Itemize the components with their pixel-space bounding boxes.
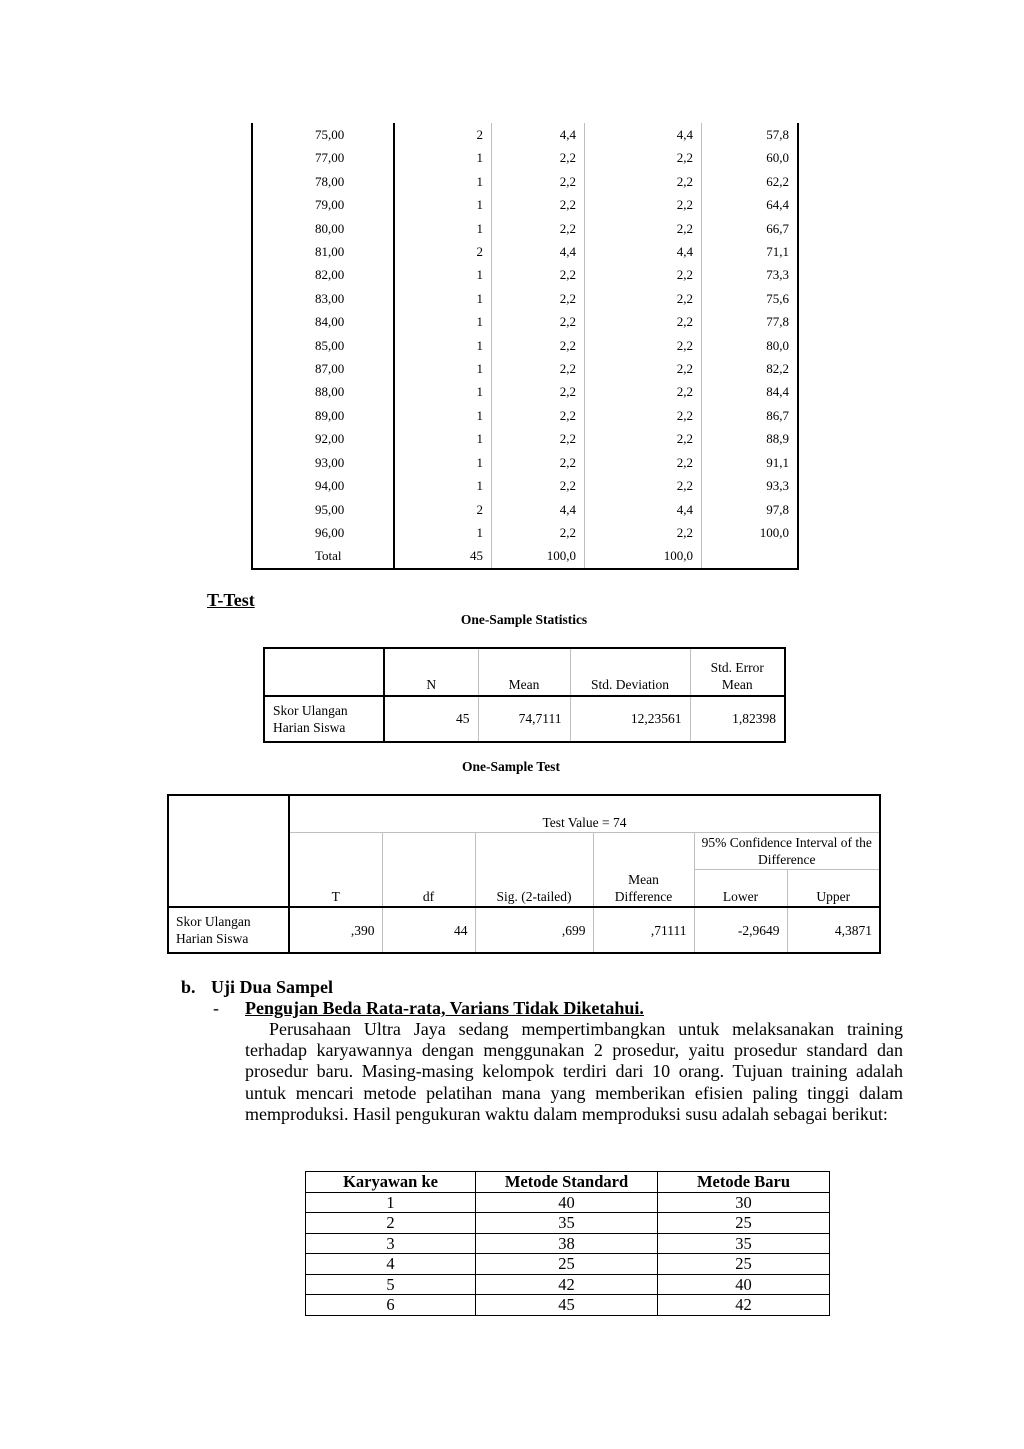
test-header-lower: Lower <box>694 870 787 908</box>
freq-row <box>252 310 798 333</box>
freq-valid-percent: 2,2 <box>585 217 702 240</box>
data-metode-standard: 35 <box>476 1213 658 1234</box>
test-value-t: ,390 <box>289 907 382 953</box>
training-data-table <box>305 1171 830 1316</box>
freq-value: 88,00 <box>307 380 394 403</box>
freq-value: 78,00 <box>307 170 394 193</box>
test-ci-header: 95% Confidence Interval of the Difference <box>694 833 880 870</box>
freq-frequency: 1 <box>394 404 492 427</box>
freq-blank-cell <box>252 404 307 427</box>
test-value-lower: -2,9649 <box>694 907 787 953</box>
freq-blank-cell <box>252 287 307 310</box>
freq-cumulative-percent: 71,1 <box>702 240 799 263</box>
stats-corner-cell <box>264 648 384 696</box>
freq-blank-cell <box>252 146 307 169</box>
freq-row <box>252 544 798 568</box>
freq-percent: 2,2 <box>492 193 585 216</box>
freq-percent: 2,2 <box>492 380 585 403</box>
freq-frequency: 2 <box>394 240 492 263</box>
freq-frequency: 2 <box>394 498 492 521</box>
freq-cumulative-percent: 84,4 <box>702 380 799 403</box>
freq-frequency: 1 <box>394 217 492 240</box>
freq-row <box>252 521 798 544</box>
freq-cumulative-percent: 80,0 <box>702 334 799 357</box>
freq-valid-percent: 2,2 <box>585 451 702 474</box>
freq-frequency: 1 <box>394 287 492 310</box>
freq-blank-cell <box>252 498 307 521</box>
frequency-table-body <box>252 123 798 569</box>
freq-cumulative-percent: 88,9 <box>702 427 799 450</box>
test-corner-cell <box>168 795 289 907</box>
freq-value: 94,00 <box>307 474 394 497</box>
data-metode-standard: 40 <box>476 1192 658 1213</box>
freq-blank-cell <box>252 380 307 403</box>
freq-frequency: 1 <box>394 170 492 193</box>
data-karyawan: 2 <box>306 1213 476 1234</box>
freq-blank-cell <box>252 474 307 497</box>
freq-row <box>252 240 798 263</box>
data-metode-standard: 25 <box>476 1254 658 1275</box>
stats-header-mean: Mean <box>478 648 570 696</box>
one-sample-statistics-table <box>263 647 786 743</box>
freq-cumulative-percent: 77,8 <box>702 310 799 333</box>
freq-percent: 2,2 <box>492 146 585 169</box>
table-row <box>306 1254 830 1275</box>
freq-valid-percent: 2,2 <box>585 263 702 286</box>
data-karyawan: 4 <box>306 1254 476 1275</box>
data-metode-baru: 35 <box>658 1233 830 1254</box>
freq-row <box>252 287 798 310</box>
freq-row <box>252 170 798 193</box>
freq-percent: 4,4 <box>492 240 585 263</box>
stats-row <box>264 696 785 742</box>
section-b-title: Uji Dua Sampel <box>211 977 334 997</box>
freq-value: 83,00 <box>307 287 394 310</box>
freq-cumulative-percent: 64,4 <box>702 193 799 216</box>
table-row <box>306 1213 830 1234</box>
freq-valid-percent: 2,2 <box>585 310 702 333</box>
freq-value: 89,00 <box>307 404 394 427</box>
data-header-metode-standard: Metode Standard <box>476 1172 658 1193</box>
freq-valid-percent: 2,2 <box>585 427 702 450</box>
freq-valid-percent: 2,2 <box>585 193 702 216</box>
freq-percent: 4,4 <box>492 123 585 146</box>
freq-frequency: 1 <box>394 451 492 474</box>
freq-percent: 2,2 <box>492 310 585 333</box>
freq-valid-percent: 4,4 <box>585 498 702 521</box>
data-header-karyawan: Karyawan ke <box>306 1172 476 1193</box>
freq-value: 87,00 <box>307 357 394 380</box>
freq-cumulative-percent <box>702 544 799 568</box>
data-metode-standard: 38 <box>476 1233 658 1254</box>
freq-valid-percent: 2,2 <box>585 170 702 193</box>
freq-cumulative-percent: 93,3 <box>702 474 799 497</box>
data-karyawan: 1 <box>306 1192 476 1213</box>
freq-value: 92,00 <box>307 427 394 450</box>
table-row <box>306 1233 830 1254</box>
freq-row <box>252 404 798 427</box>
one-sample-statistics-caption: One-Sample Statistics <box>460 612 588 627</box>
freq-frequency: 1 <box>394 146 492 169</box>
test-value-sig: ,699 <box>475 907 593 953</box>
freq-cumulative-percent: 62,2 <box>702 170 799 193</box>
freq-percent: 2,2 <box>492 404 585 427</box>
data-metode-baru: 25 <box>658 1254 830 1275</box>
freq-value: 82,00 <box>307 263 394 286</box>
freq-value: 80,00 <box>307 217 394 240</box>
freq-row <box>252 474 798 497</box>
freq-frequency: 1 <box>394 521 492 544</box>
freq-blank-cell <box>252 170 307 193</box>
freq-value: Total <box>307 544 394 568</box>
freq-frequency: 1 <box>394 357 492 380</box>
freq-blank-cell <box>252 334 307 357</box>
section-b-paragraph: Perusahaan Ultra Jaya sedang mempertimbangkan untuk melaksanakan training terhadap karyawannya dengan menggunakan 2 prosedur, yaitu prosedur standard dan prosedur baru. Masing-masing kelompok terdiri dari 10 orang. Tujuan training adalah untuk mencari metode pelatihan mana yang memberikan efisien paling tinggi dalam memproduksi. Hasil pengukuran waktu dalam memproduksi susu adalah sebagai berikut: <box>245 1019 903 1124</box>
freq-value: 84,00 <box>307 310 394 333</box>
freq-valid-percent: 4,4 <box>585 240 702 263</box>
freq-value: 96,00 <box>307 521 394 544</box>
data-karyawan: 5 <box>306 1274 476 1295</box>
freq-value: 85,00 <box>307 334 394 357</box>
test-row-label: Skor Ulangan Harian Siswa <box>168 907 289 953</box>
freq-percent: 2,2 <box>492 474 585 497</box>
freq-valid-percent: 2,2 <box>585 357 702 380</box>
test-header-sig: Sig. (2-tailed) <box>475 833 593 908</box>
stats-header-std-deviation: Std. Deviation <box>570 648 690 696</box>
freq-blank-cell <box>252 240 307 263</box>
stats-value-mean: 74,7111 <box>478 696 570 742</box>
freq-percent: 2,2 <box>492 263 585 286</box>
data-header-metode-baru: Metode Baru <box>658 1172 830 1193</box>
test-value-header: Test Value = 74 <box>289 795 880 833</box>
freq-blank-cell <box>252 357 307 380</box>
list-dash: - <box>213 998 219 1018</box>
one-sample-test-caption: One-Sample Test <box>462 759 560 774</box>
stats-header-std-error-mean: Std. Error Mean <box>690 648 785 696</box>
freq-valid-percent: 2,2 <box>585 521 702 544</box>
test-header-upper: Upper <box>787 870 880 908</box>
freq-cumulative-percent: 86,7 <box>702 404 799 427</box>
freq-percent: 2,2 <box>492 357 585 380</box>
freq-blank-cell <box>252 217 307 240</box>
freq-frequency: 45 <box>394 544 492 568</box>
freq-blank-cell <box>252 263 307 286</box>
freq-row <box>252 217 798 240</box>
freq-valid-percent: 100,0 <box>585 544 702 568</box>
table-row <box>306 1274 830 1295</box>
data-metode-standard: 45 <box>476 1295 658 1316</box>
test-header-df: df <box>382 833 475 908</box>
freq-value: 75,00 <box>307 123 394 146</box>
freq-cumulative-percent: 97,8 <box>702 498 799 521</box>
data-metode-baru: 42 <box>658 1295 830 1316</box>
frequency-table <box>251 123 799 570</box>
freq-frequency: 1 <box>394 334 492 357</box>
freq-cumulative-percent: 91,1 <box>702 451 799 474</box>
freq-cumulative-percent: 73,3 <box>702 263 799 286</box>
ttest-heading: T-Test <box>207 590 255 610</box>
freq-cumulative-percent: 60,0 <box>702 146 799 169</box>
freq-row <box>252 263 798 286</box>
freq-percent: 2,2 <box>492 521 585 544</box>
freq-frequency: 1 <box>394 380 492 403</box>
freq-cumulative-percent: 57,8 <box>702 123 799 146</box>
freq-percent: 2,2 <box>492 287 585 310</box>
freq-frequency: 1 <box>394 427 492 450</box>
stats-value-std-deviation: 12,23561 <box>570 696 690 742</box>
section-b-marker: b. <box>181 977 196 997</box>
freq-blank-cell <box>252 544 307 568</box>
freq-frequency: 1 <box>394 263 492 286</box>
freq-valid-percent: 2,2 <box>585 404 702 427</box>
freq-blank-cell <box>252 193 307 216</box>
freq-valid-percent: 2,2 <box>585 287 702 310</box>
stats-row-label: Skor Ulangan Harian Siswa <box>264 696 384 742</box>
stats-header-n: N <box>384 648 478 696</box>
freq-valid-percent: 2,2 <box>585 334 702 357</box>
freq-blank-cell <box>252 310 307 333</box>
stats-value-n: 45 <box>384 696 478 742</box>
data-metode-baru: 40 <box>658 1274 830 1295</box>
freq-cumulative-percent: 100,0 <box>702 521 799 544</box>
table-row <box>306 1192 830 1213</box>
data-karyawan: 3 <box>306 1233 476 1254</box>
freq-row <box>252 380 798 403</box>
freq-row <box>252 498 798 521</box>
freq-blank-cell <box>252 427 307 450</box>
test-header-t: T <box>289 833 382 908</box>
freq-frequency: 2 <box>394 123 492 146</box>
freq-cumulative-percent: 82,2 <box>702 357 799 380</box>
training-data-body <box>306 1192 830 1315</box>
section-b-heading <box>181 977 333 998</box>
data-metode-baru: 25 <box>658 1213 830 1234</box>
section-b-subtitle: Pengujan Beda Rata-rata, Varians Tidak Diketahui. <box>245 998 644 1018</box>
freq-valid-percent: 2,2 <box>585 146 702 169</box>
data-metode-standard: 42 <box>476 1274 658 1295</box>
data-metode-baru: 30 <box>658 1192 830 1213</box>
freq-frequency: 1 <box>394 310 492 333</box>
freq-cumulative-percent: 75,6 <box>702 287 799 310</box>
test-value-upper: 4,3871 <box>834 922 872 938</box>
freq-value: 93,00 <box>307 451 394 474</box>
freq-row <box>252 451 798 474</box>
stats-value-std-error-mean: 1,82398 <box>732 711 776 726</box>
test-header-mean-difference: Mean Difference <box>593 833 694 908</box>
freq-percent: 2,2 <box>492 170 585 193</box>
freq-frequency: 1 <box>394 193 492 216</box>
freq-row <box>252 334 798 357</box>
data-karyawan: 6 <box>306 1295 476 1316</box>
freq-value: 95,00 <box>307 498 394 521</box>
table-row <box>306 1295 830 1316</box>
freq-percent: 4,4 <box>492 498 585 521</box>
freq-blank-cell <box>252 451 307 474</box>
test-row <box>168 907 880 953</box>
freq-row <box>252 146 798 169</box>
freq-percent: 2,2 <box>492 217 585 240</box>
freq-valid-percent: 4,4 <box>585 123 702 146</box>
freq-row <box>252 123 798 146</box>
freq-value: 77,00 <box>307 146 394 169</box>
freq-cumulative-percent: 66,7 <box>702 217 799 240</box>
freq-value: 81,00 <box>307 240 394 263</box>
freq-row <box>252 427 798 450</box>
freq-percent: 2,2 <box>492 334 585 357</box>
freq-valid-percent: 2,2 <box>585 474 702 497</box>
freq-percent: 2,2 <box>492 427 585 450</box>
one-sample-test-table <box>167 794 881 954</box>
test-value-mean-difference: ,71111 <box>593 907 694 953</box>
freq-percent: 2,2 <box>492 451 585 474</box>
freq-blank-cell <box>252 123 307 146</box>
freq-row <box>252 193 798 216</box>
test-value-df: 44 <box>382 907 475 953</box>
freq-frequency: 1 <box>394 474 492 497</box>
freq-valid-percent: 2,2 <box>585 380 702 403</box>
freq-percent: 100,0 <box>492 544 585 568</box>
freq-value: 79,00 <box>307 193 394 216</box>
freq-row <box>252 357 798 380</box>
freq-blank-cell <box>252 521 307 544</box>
